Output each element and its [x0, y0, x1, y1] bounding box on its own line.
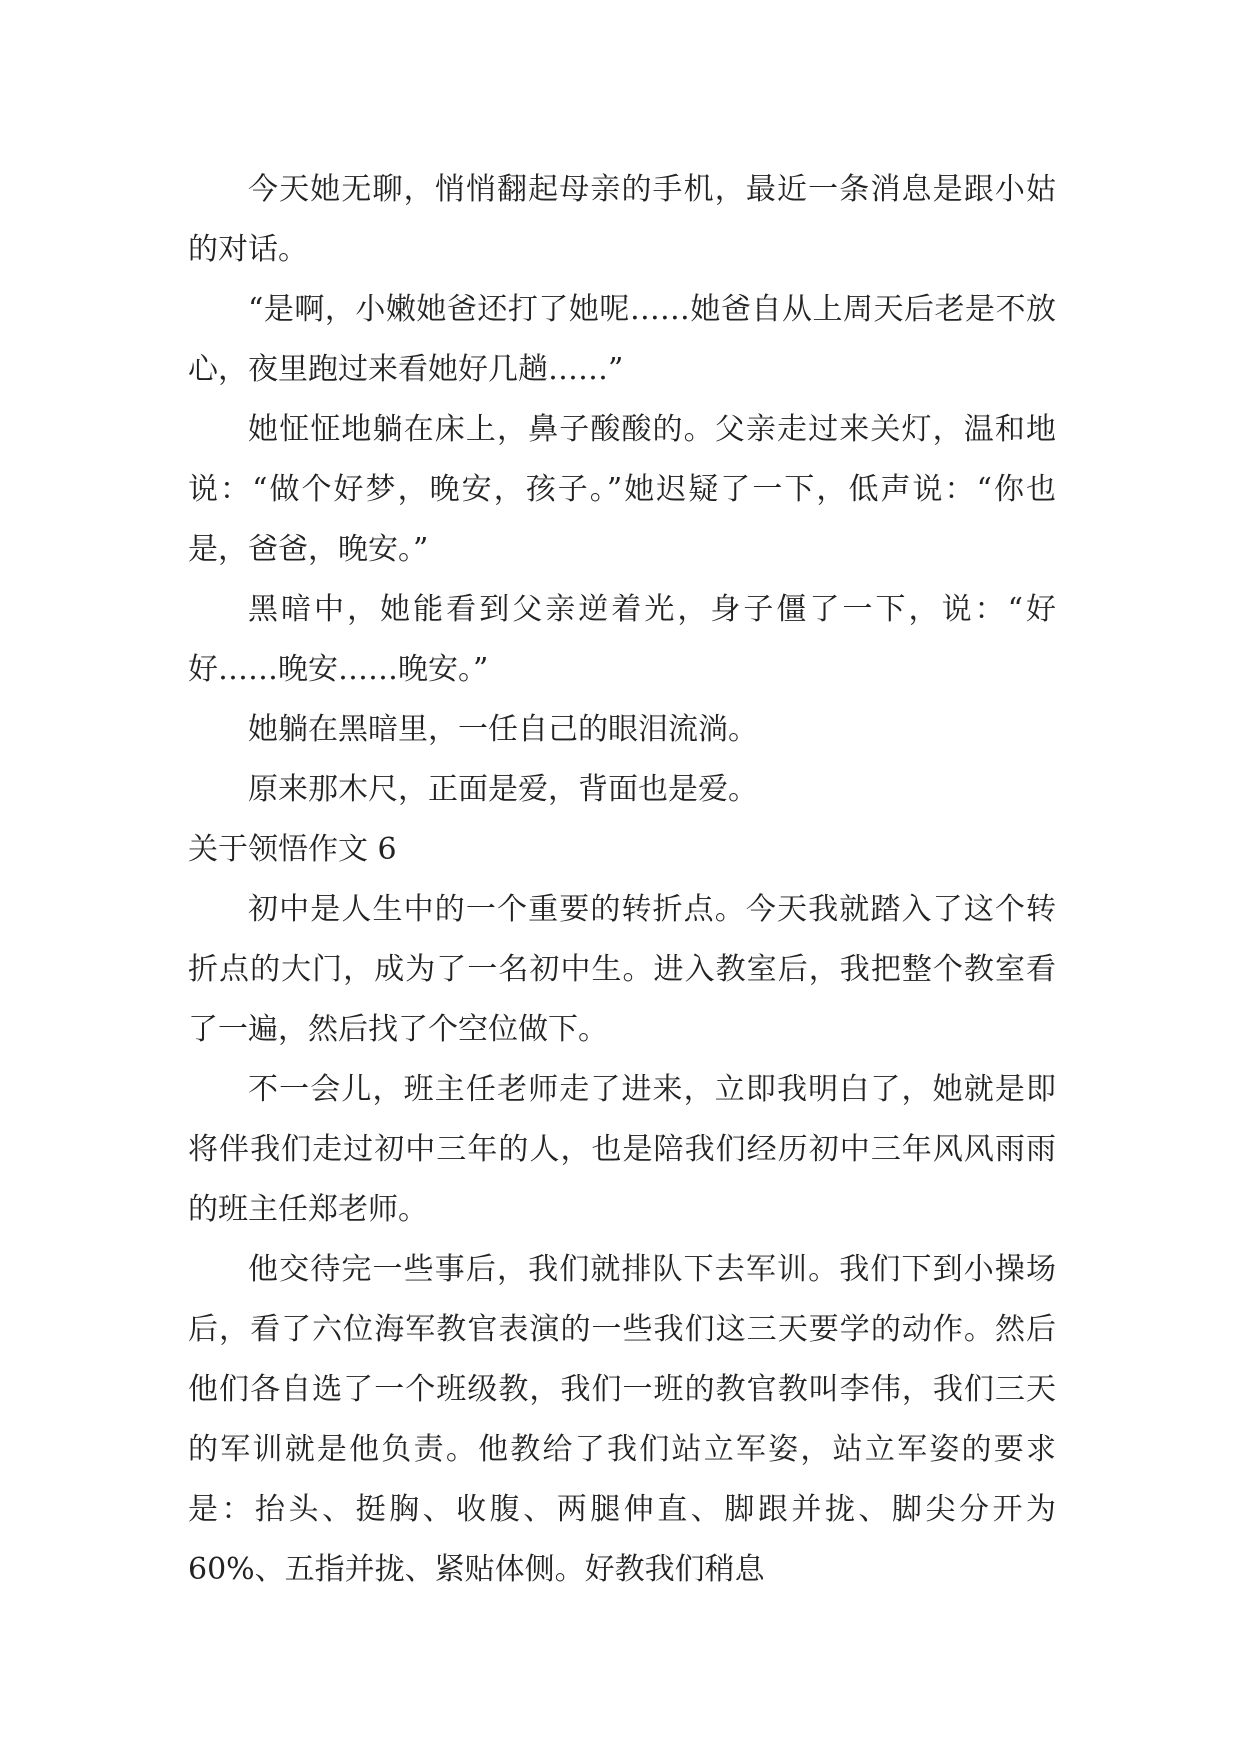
- paragraph: 今天她无聊，悄悄翻起母亲的手机，最近一条消息是跟小姑的对话。: [188, 172, 1056, 267]
- paragraph: 初中是人生中的一个重要的转折点。今天我就踏入了这个转折点的大门，成为了一名初中生。进入教室后，我把整个教室看了一遍，然后找了个空位做下。: [188, 892, 1056, 1047]
- paragraph: “是啊，小嫩她爸还打了她呢……她爸自从上周天后老是不放心，夜里跑过来看她好几趟……”: [188, 292, 1056, 387]
- document-body: [188, 160, 1056, 1600]
- paragraph: 她躺在黑暗里，一任自己的眼泪流淌。: [248, 712, 758, 747]
- paragraph: 他交待完一些事后，我们就排队下去军训。我们下到小操场后，看了六位海军教官表演的一些我们这三天要学的动作。然后他们各自选了一个班级教，我们一班的教官教叫李伟，我们三天的军训就是他负责。他教给了我们站立军姿，站立军姿的要求是：抬头、挺胸、收腹、两腿伸直、脚跟并拢、脚尖分开为 60%、五指并拢、紧贴体侧。好教我们稍息: [188, 1252, 1056, 1587]
- section-heading: 关于领悟作文 6: [188, 832, 397, 867]
- paragraph: 黑暗中，她能看到父亲逆着光，身子僵了一下，说：“好好……晚安……晚安。”: [188, 592, 1056, 687]
- paragraph: 不一会儿，班主任老师走了进来，立即我明白了，她就是即将伴我们走过初中三年的人，也是陪我们经历初中三年风风雨雨的班主任郑老师。: [188, 1072, 1056, 1227]
- paragraph: 她怔怔地躺在床上，鼻子酸酸的。父亲走过来关灯，温和地说：“做个好梦，晚安，孩子。”她迟疑了一下，低声说：“你也是，爸爸，晚安。”: [188, 412, 1056, 567]
- paragraph: 原来那木尺，正面是爱，背面也是爱。: [248, 772, 758, 807]
